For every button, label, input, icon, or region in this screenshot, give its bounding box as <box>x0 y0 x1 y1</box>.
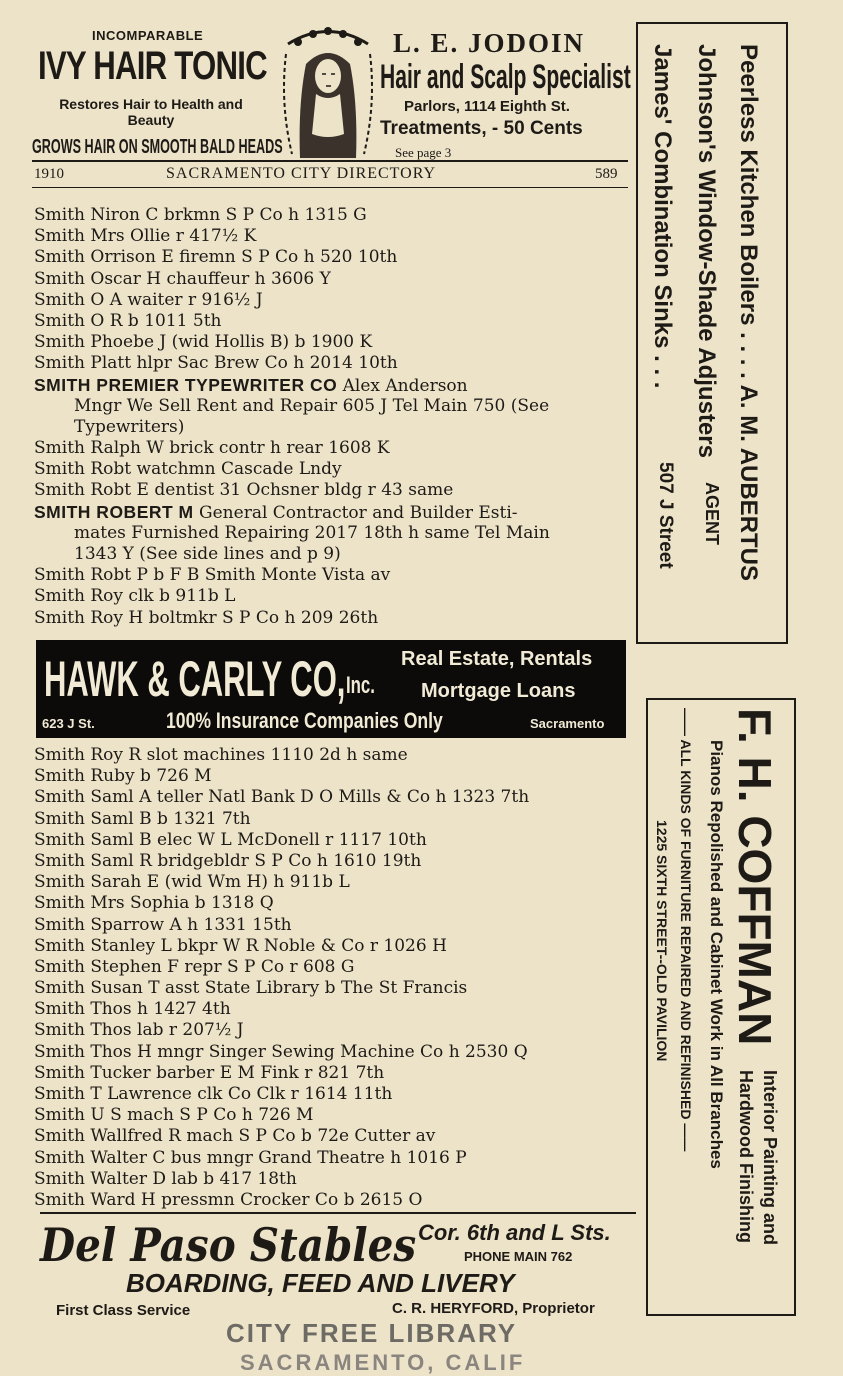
delpaso-ad-boarding: BOARDING, FEED AND LIVERY <box>126 1268 515 1298</box>
coffman-ad-furniture: —— ALL KINDS OF FURNITURE REPAIRED AND REFINISHED —— <box>678 708 694 1152</box>
listing-entry: Smith Saml R bridgebldr S P Co h 1610 19th <box>34 850 422 871</box>
listing-entry: Smith Thos h 1427 4th <box>34 999 231 1020</box>
library-stamp-city: SACRAMENTO, CALIF <box>240 1350 526 1375</box>
listing-entry: Smith Saml A teller Natl Bank D O Mills & Co h 1323 7th <box>34 787 530 808</box>
delpaso-ad-proprietor: C. R. HERYFORD, Proprietor <box>392 1300 595 1317</box>
listing-business-name: SMITH PREMIER TYPEWRITER CO <box>34 374 338 395</box>
listing-entry: Typewriters) <box>74 416 185 437</box>
jodoin-ad-parlors: Parlors, 1114 Eighth St. <box>404 98 570 115</box>
listing-entry: Smith Orrison E firemn S P Co h 520 10th <box>34 247 398 268</box>
listing-business-name: SMITH ROBERT M <box>34 501 194 522</box>
listing-entry: Smith Phoebe J (wid Hollis B) b 1900 K <box>34 332 373 353</box>
page-title: SACRAMENTO CITY DIRECTORY <box>166 165 437 182</box>
listing-entry <box>34 375 550 396</box>
listing-business-details: General Contractor and Builder Esti- <box>193 502 518 523</box>
aubertus-ad-street: 507 J Street <box>655 462 676 569</box>
listing-entry: Smith Roy H boltmkr S P Co h 209 26th <box>34 607 379 628</box>
woman-portrait-illustration <box>278 24 378 160</box>
header-top-rule <box>32 160 628 162</box>
listing-entry: 1343 Y (See side lines and p 9) <box>74 544 341 564</box>
listing-entry: Smith Oscar H chauffeur h 3606 Y <box>34 268 331 289</box>
listing-entry: Smith Walter C bus mngr Grand Theatre h 1016 P <box>34 1147 467 1168</box>
listing-entry: Smith Mrs Sophia b 1318 Q <box>34 893 274 914</box>
listing-entry: Smith Niron C brkmn S P Co h 1315 G <box>34 205 367 225</box>
coffman-ad-pianos: Pianos Repolished and Cabinet Work in All Branches <box>707 740 726 1169</box>
listing-entry: Smith Ward H pressmn Crocker Co b 2615 O <box>34 1189 423 1210</box>
listing-entry: Smith Robt E dentist 31 Ochsner bldg r 43 same <box>34 480 454 501</box>
ivy-ad-restores: Restores Hair to Health and Beauty <box>59 96 243 128</box>
jodoin-ad-see-page: See page 3 <box>395 145 452 160</box>
aubertus-ad <box>636 22 788 644</box>
listing-entry: Smith T Lawrence clk Co Clk r 1614 11th <box>34 1084 393 1104</box>
directory-listings-upper <box>34 205 550 629</box>
listing-business-details: Alex Anderson <box>337 375 468 396</box>
aubertus-ad-line3: James' Combination Sinks . . . <box>649 44 676 389</box>
delpaso-ad-corner: Cor. 6th and L Sts. <box>418 1220 611 1245</box>
listing-entry: Smith Wallfred R mach S P Co b 72e Cutter av <box>34 1126 436 1147</box>
hawk-ad-insurance: 100% Insurance Companies Only <box>166 708 443 733</box>
listing-entry: Smith Thos lab r 207½ J <box>34 1020 244 1041</box>
delpaso-ad-first-class: First Class Service <box>56 1302 191 1319</box>
listing-entry: Smith Platt hlpr Sac Brew Co h 2014 10th <box>34 353 398 374</box>
ivy-ad-tagline: INCOMPARABLE <box>92 28 204 43</box>
hawk-ad-mortgage: Mortgage Loans <box>421 680 576 702</box>
coffman-ad-interior: Interior Painting and <box>760 1070 780 1246</box>
listing-entry: Smith Tucker barber E M Fink r 821 7th <box>34 1062 385 1083</box>
listing-entry: mates Furnished Repairing 2017 18th h same Tel Main <box>74 522 550 543</box>
coffman-ad-hardwood: Hardwood Finishing <box>736 1070 756 1243</box>
listing-entry: Smith U S mach S P Co h 726 M <box>34 1105 314 1126</box>
listing-entry: Smith Stephen F repr S P Co r 608 G <box>34 956 355 977</box>
listing-entry: Smith Sparrow A h 1331 15th <box>34 914 292 935</box>
listing-entry: Smith Walter D lab b 417 18th <box>34 1168 297 1189</box>
ivy-ad-title: IVY HAIR TONIC <box>38 44 267 88</box>
listing-entry: Smith Roy clk b 911b L <box>34 586 236 607</box>
jodoin-ad-name: L. E. JODOIN <box>393 28 586 58</box>
hawk-carly-ad <box>36 640 626 738</box>
ivy-ad-grows: GROWS HAIR ON SMOOTH BALD HEADS <box>32 136 283 158</box>
jodoin-ad-treatments: Treatments, - 50 Cents <box>380 118 583 139</box>
listing-entry: Smith Saml B elec W L McDonell r 1117 10th <box>34 829 427 850</box>
listing-entry: Smith Roy R slot machines 1110 2d h same <box>34 745 408 765</box>
hawk-ad-address: 623 J St. <box>42 716 95 731</box>
listing-entry: Smith Robt P b F B Smith Monte Vista av <box>34 565 391 586</box>
delpaso-ad-name: Del Paso Stables <box>40 1218 417 1272</box>
listing-entry: Smith Saml B b 1321 7th <box>34 808 251 829</box>
hawk-ad-city: Sacramento <box>530 716 605 731</box>
listing-entry: Smith Stanley L bkpr W R Noble & Co r 1026 H <box>34 935 447 956</box>
hawk-ad-inc: Inc. <box>346 672 375 699</box>
listing-entry: Smith O A waiter r 916½ J <box>34 289 263 310</box>
library-stamp: CITY FREE LIBRARY <box>226 1318 518 1348</box>
delpaso-ad-phone: PHONE MAIN 762 <box>464 1249 573 1264</box>
coffman-ad-address: 1225 SIXTH STREET--OLD PAVILION <box>654 820 670 1062</box>
listing-entry: Smith Sarah E (wid Wm H) h 911b L <box>34 872 350 893</box>
listing-entry: Smith Thos H mngr Singer Sewing Machine Co h 2530 Q <box>34 1041 528 1062</box>
page-number: 589 <box>595 166 618 182</box>
listing-entry: Smith Mrs Ollie r 417½ K <box>34 226 257 247</box>
hawk-ad-name: HAWK & CARLY CO, <box>44 651 346 707</box>
aubertus-ad-line2: Johnson's Window-Shade Adjusters <box>693 44 720 458</box>
header-bottom-rule <box>32 187 628 188</box>
listing-entry: Smith Robt watchmn Cascade Lndy <box>34 459 342 480</box>
listing-entry: Smith Ruby b 726 M <box>34 766 212 787</box>
listing-entry: Smith Ralph W brick contr h rear 1608 K <box>34 438 390 459</box>
page-year: 1910 <box>34 166 64 182</box>
hawk-ad-real-estate: Real Estate, Rentals <box>401 648 593 670</box>
aubertus-ad-agent: AGENT <box>702 482 722 545</box>
footer-rule <box>40 1212 636 1214</box>
listing-entry: Smith Susan T asst State Library b The St Francis <box>34 978 468 999</box>
jodoin-ad-specialty: Hair and Scalp Specialist <box>380 58 631 96</box>
aubertus-ad-line1: Peerless Kitchen Boilers . . . . A. M. AUBERTUS <box>735 44 762 582</box>
directory-listings-lower <box>34 745 529 1211</box>
listing-entry: Mngr We Sell Rent and Repair 605 J Tel Main 750 (See <box>74 395 550 416</box>
listing-entry: Smith O R b 1011 5th <box>34 310 222 331</box>
listing-entry <box>34 502 550 523</box>
coffman-ad-name: F. H. COFFMAN <box>729 708 781 1046</box>
coffman-ad <box>646 698 796 1316</box>
